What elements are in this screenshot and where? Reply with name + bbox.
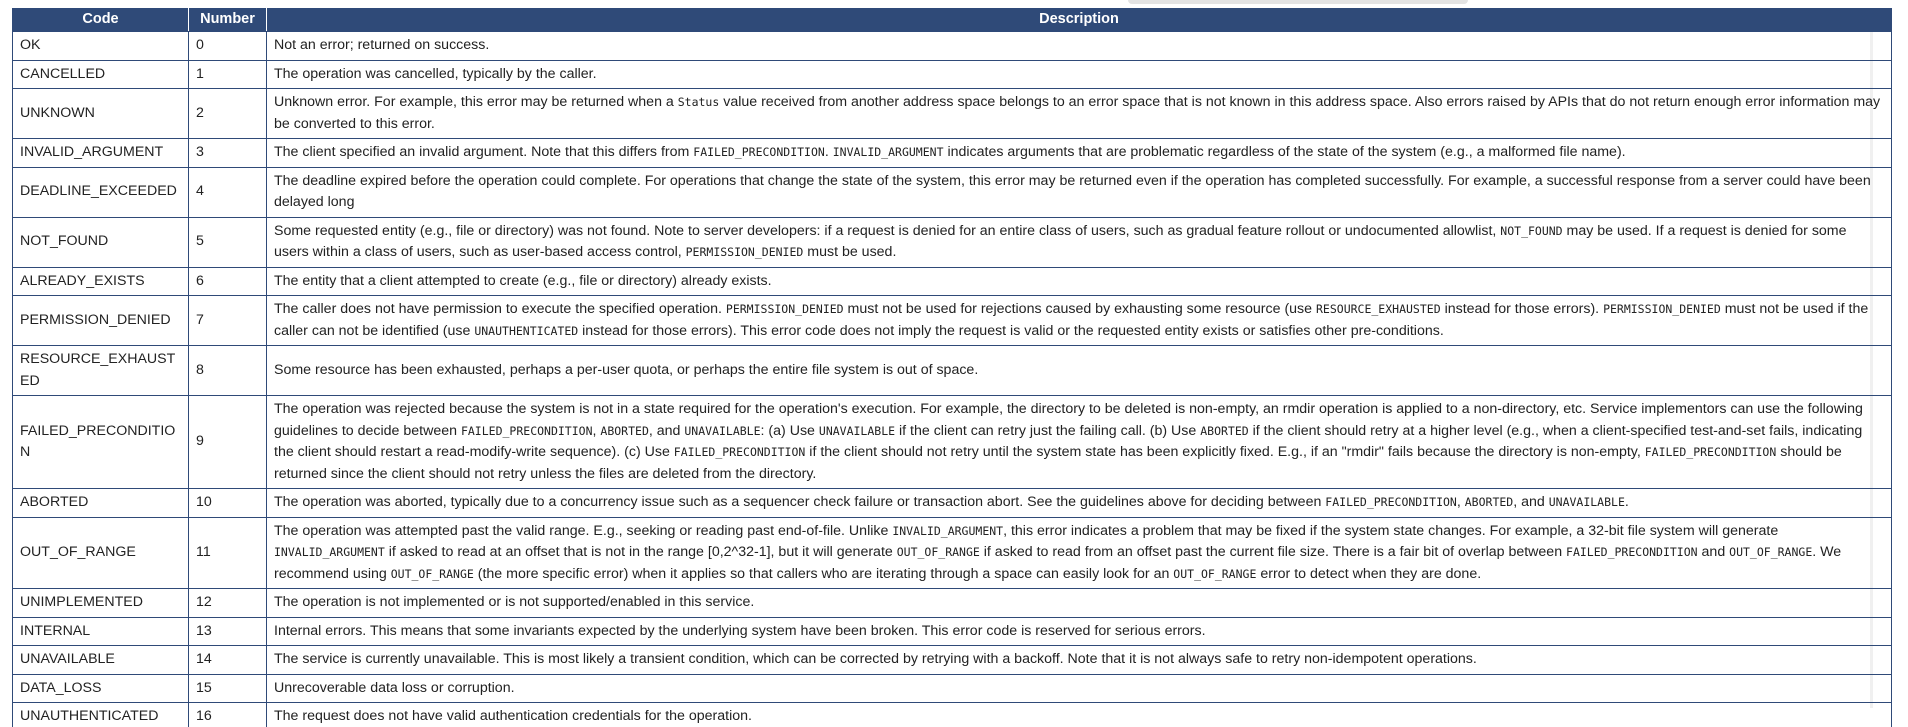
- description-text: must not be used for rejections caused by exhausting some resource (use: [843, 301, 1316, 317]
- cell-number: 0: [189, 32, 267, 61]
- cell-code: ALREADY_EXISTS: [13, 267, 189, 296]
- description-text: The entity that a client attempted to create (e.g., file or directory) already exists.: [274, 272, 772, 289]
- description-text: , and: [648, 422, 685, 439]
- cell-code: RESOURCE_EXHAUSTED: [13, 346, 189, 396]
- cell-number: 12: [189, 589, 267, 618]
- cell-number: 3: [189, 139, 267, 168]
- table-row: [13, 703, 1892, 727]
- cell-description: [267, 346, 1892, 396]
- description-text: if asked to read from an offset past the current file size. There is a fair bit of overlap between: [979, 544, 1567, 560]
- cell-description: [267, 217, 1892, 267]
- description-text: Some requested entity (e.g., file or directory) was not found. Note to server developers: if a request is denied for an entire class of users, such as gradual feature rollout or undocumented allowlist,: [274, 222, 1501, 239]
- description-text: and: [1697, 544, 1730, 560]
- description-text: indicates arguments that are problematic regardless of the state of the system (e.g., a malformed file name).: [943, 144, 1626, 160]
- description-text: Unrecoverable data loss or corruption.: [274, 679, 515, 696]
- code-token: INVALID_ARGUMENT: [832, 145, 944, 159]
- cell-number: 1: [189, 60, 267, 89]
- cell-description: [267, 267, 1892, 296]
- code-token: ABORTED: [1200, 423, 1249, 438]
- description-text: , and: [1513, 494, 1549, 510]
- cell-code: DEADLINE_EXCEEDED: [13, 167, 189, 217]
- code-token: FAILED_PRECONDITION: [673, 445, 806, 459]
- status-code-table: [12, 8, 1892, 727]
- code-token: RESOURCE_EXHAUSTED: [1316, 302, 1441, 316]
- code-token: FAILED_PRECONDITION: [460, 423, 593, 438]
- description-text: The operation was rejected because the system is not in a state required for the operation's execution. For example, the directory to be deleted is non-empty, an rmdir operation is applied to a non-directory, etc. Service implementors can use the following guidelines to decide between: [274, 401, 1863, 439]
- table-row: [13, 60, 1892, 89]
- cell-number: 16: [189, 703, 267, 727]
- table-row: [13, 139, 1892, 168]
- cell-code: UNAUTHENTICATED: [13, 703, 189, 727]
- description-text: (the more specific error) when it applies so that callers who are iterating through a space can easily look for an: [473, 565, 1174, 582]
- description-text: The deadline expired before the operation could complete. For operations that change the state of the system, this error may be returned even if the operation has completed successfully. For example, a successful response from a server could have been delayed long: [274, 172, 1871, 210]
- description-text: must be used.: [803, 244, 897, 260]
- code-token: FAILED_PRECONDITION: [1325, 495, 1457, 509]
- code-token: OUT_OF_RANGE: [896, 545, 980, 559]
- code-token: PERMISSION_DENIED: [725, 302, 844, 316]
- description-text: The operation was aborted, typically due to a concurrency issue such as a sequencer check failure or transaction abort. See the guidelines above for deciding between: [274, 494, 1326, 510]
- cell-description: [267, 296, 1892, 346]
- cell-number: 14: [189, 646, 267, 675]
- code-token: Status: [677, 95, 720, 109]
- cell-code: OUT_OF_RANGE: [13, 517, 189, 589]
- code-token: ABORTED: [1464, 495, 1514, 509]
- code-token: UNAVAILABLE: [684, 423, 761, 438]
- cell-code: ABORTED: [13, 489, 189, 518]
- cell-code: UNKNOWN: [13, 89, 189, 139]
- code-token: OUT_OF_RANGE: [1173, 566, 1257, 581]
- description-text: if the client should retry at a higher level (e.g., when a client-specified test-and-set fails, indicating the client should restart a read-modify-write sequence). (c) Use: [274, 422, 1863, 460]
- description-text: The caller does not have permission to execute the specified operation.: [274, 301, 726, 317]
- table-row: [13, 617, 1892, 646]
- cell-description: [267, 396, 1892, 489]
- cell-number: 11: [189, 517, 267, 589]
- cell-description: [267, 517, 1892, 589]
- description-text: Unknown error. For example, this error may be returned when a: [274, 94, 678, 110]
- description-text: The service is currently unavailable. This is most likely a transient condition, which can be corrected by retrying with a backoff. Note that it is not always safe to retry non-idempotent operations.: [274, 651, 1477, 667]
- table-row: [13, 296, 1892, 346]
- cell-number: 5: [189, 217, 267, 267]
- code-token: FAILED_PRECONDITION: [1644, 445, 1777, 459]
- cell-code: PERMISSION_DENIED: [13, 296, 189, 346]
- code-token: OUT_OF_RANGE: [1729, 545, 1813, 559]
- code-token: PERMISSION_DENIED: [685, 245, 804, 259]
- table-row: [13, 167, 1892, 217]
- description-text: value received from another address space belongs to an error space that is not known in this address space. Also errors raised by APIs that do not return enough error information may be converted to this error.: [274, 94, 1881, 132]
- table-body: [13, 32, 1892, 727]
- description-text: error to detect when they are done.: [1256, 565, 1482, 582]
- description-text: instead for those errors). This error code does not imply the request is valid or the requested entity exists or satisfies other pre-conditions.: [578, 322, 1444, 339]
- code-token: FAILED_PRECONDITION: [1566, 545, 1698, 559]
- cell-description: [267, 489, 1892, 518]
- cell-number: 2: [189, 89, 267, 139]
- description-text: should be returned since the client should not retry unless the files are deleted from the directory.: [274, 444, 1842, 482]
- top-tab-edge: [1128, 0, 1468, 4]
- cell-number: 9: [189, 396, 267, 489]
- table-row: [13, 89, 1892, 139]
- cell-number: 6: [189, 267, 267, 296]
- code-token: FAILED_PRECONDITION: [693, 145, 825, 159]
- cell-description: [267, 589, 1892, 618]
- description-text: .: [824, 144, 833, 160]
- cell-description: [267, 60, 1892, 89]
- column-header-number: Number: [189, 9, 267, 32]
- code-token: OUT_OF_RANGE: [390, 566, 474, 581]
- description-text: The request does not have valid authentication credentials for the operation.: [274, 708, 752, 724]
- description-text: must not be used if the caller can not be identified (use: [274, 301, 1869, 339]
- description-text: if the client can retry just the failing call. (b) Use: [895, 422, 1201, 439]
- table-row: [13, 489, 1892, 518]
- description-text: The operation is not implemented or is not supported/enabled in this service.: [274, 594, 755, 610]
- column-header-description: Description: [267, 9, 1892, 32]
- cell-code: UNAVAILABLE: [13, 646, 189, 675]
- cell-code: DATA_LOSS: [13, 674, 189, 703]
- cell-description: [267, 674, 1892, 703]
- table-row: [13, 346, 1892, 396]
- cell-number: 13: [189, 617, 267, 646]
- cell-code: OK: [13, 32, 189, 61]
- cell-code: NOT_FOUND: [13, 217, 189, 267]
- description-text: ,: [1456, 494, 1465, 510]
- description-text: if the client should not retry until the system state has been explicitly fixed. E.g., if an "rmdir" fails because the directory is non-empty,: [805, 444, 1645, 460]
- cell-number: 4: [189, 167, 267, 217]
- cell-number: 15: [189, 674, 267, 703]
- description-text: : (a) Use: [760, 422, 819, 439]
- cell-number: 10: [189, 489, 267, 518]
- cell-description: [267, 703, 1892, 727]
- description-text: Some resource has been exhausted, perhaps a per-user quota, or perhaps the entire file system is out of space.: [274, 361, 979, 378]
- description-text: Internal errors. This means that some invariants expected by the underlying system have been broken. This error code is reserved for serious errors.: [274, 622, 1206, 639]
- table-row: [13, 517, 1892, 589]
- description-text: .: [1624, 494, 1629, 510]
- table-row: [13, 396, 1892, 489]
- description-text: The operation was attempted past the valid range. E.g., seeking or reading past end-of-file. Unlike: [274, 522, 893, 539]
- cell-code: CANCELLED: [13, 60, 189, 89]
- cell-code: UNIMPLEMENTED: [13, 589, 189, 618]
- description-text: Not an error; returned on success.: [274, 37, 490, 53]
- description-text: , this error indicates a problem that may be fixed if the system state changes. For example, a 32-bit file system will generate: [1003, 522, 1779, 539]
- description-text: The operation was cancelled, typically by the caller.: [274, 65, 597, 82]
- cell-description: [267, 617, 1892, 646]
- code-token: UNAUTHENTICATED: [474, 323, 579, 338]
- description-text: instead for those errors).: [1440, 301, 1604, 317]
- cell-description: [267, 89, 1892, 139]
- table-row: [13, 267, 1892, 296]
- code-token: PERMISSION_DENIED: [1603, 302, 1721, 316]
- code-token: NOT_FOUND: [1500, 223, 1563, 238]
- cell-code: FAILED_PRECONDITION: [13, 396, 189, 489]
- code-token: INVALID_ARGUMENT: [274, 545, 385, 559]
- description-text: The client specified an invalid argument. Note that this differs from: [274, 144, 694, 160]
- table-header-row: [13, 9, 1892, 32]
- description-text: if asked to read at an offset that is not in the range [0,2^32-1], but it will generate: [384, 544, 897, 560]
- table-row: [13, 589, 1892, 618]
- cell-code: INVALID_ARGUMENT: [13, 139, 189, 168]
- code-token: INVALID_ARGUMENT: [892, 523, 1004, 538]
- cell-description: [267, 32, 1892, 61]
- cell-description: [267, 646, 1892, 675]
- description-text: . We recommend using: [274, 544, 1842, 582]
- cell-description: [267, 139, 1892, 168]
- column-header-code: Code: [13, 9, 189, 32]
- table-row: [13, 646, 1892, 675]
- cell-number: 7: [189, 296, 267, 346]
- table-row: [13, 32, 1892, 61]
- description-text: ,: [592, 422, 601, 439]
- table-row: [13, 674, 1892, 703]
- code-token: UNAVAILABLE: [818, 423, 896, 438]
- cell-description: [267, 167, 1892, 217]
- cell-number: 8: [189, 346, 267, 396]
- description-text: may be used. If a request is denied for some users within a class of users, such as user-based access control,: [274, 222, 1847, 260]
- code-token: UNAVAILABLE: [1548, 495, 1625, 509]
- code-token: ABORTED: [600, 423, 649, 438]
- table-row: [13, 217, 1892, 267]
- cell-code: INTERNAL: [13, 617, 189, 646]
